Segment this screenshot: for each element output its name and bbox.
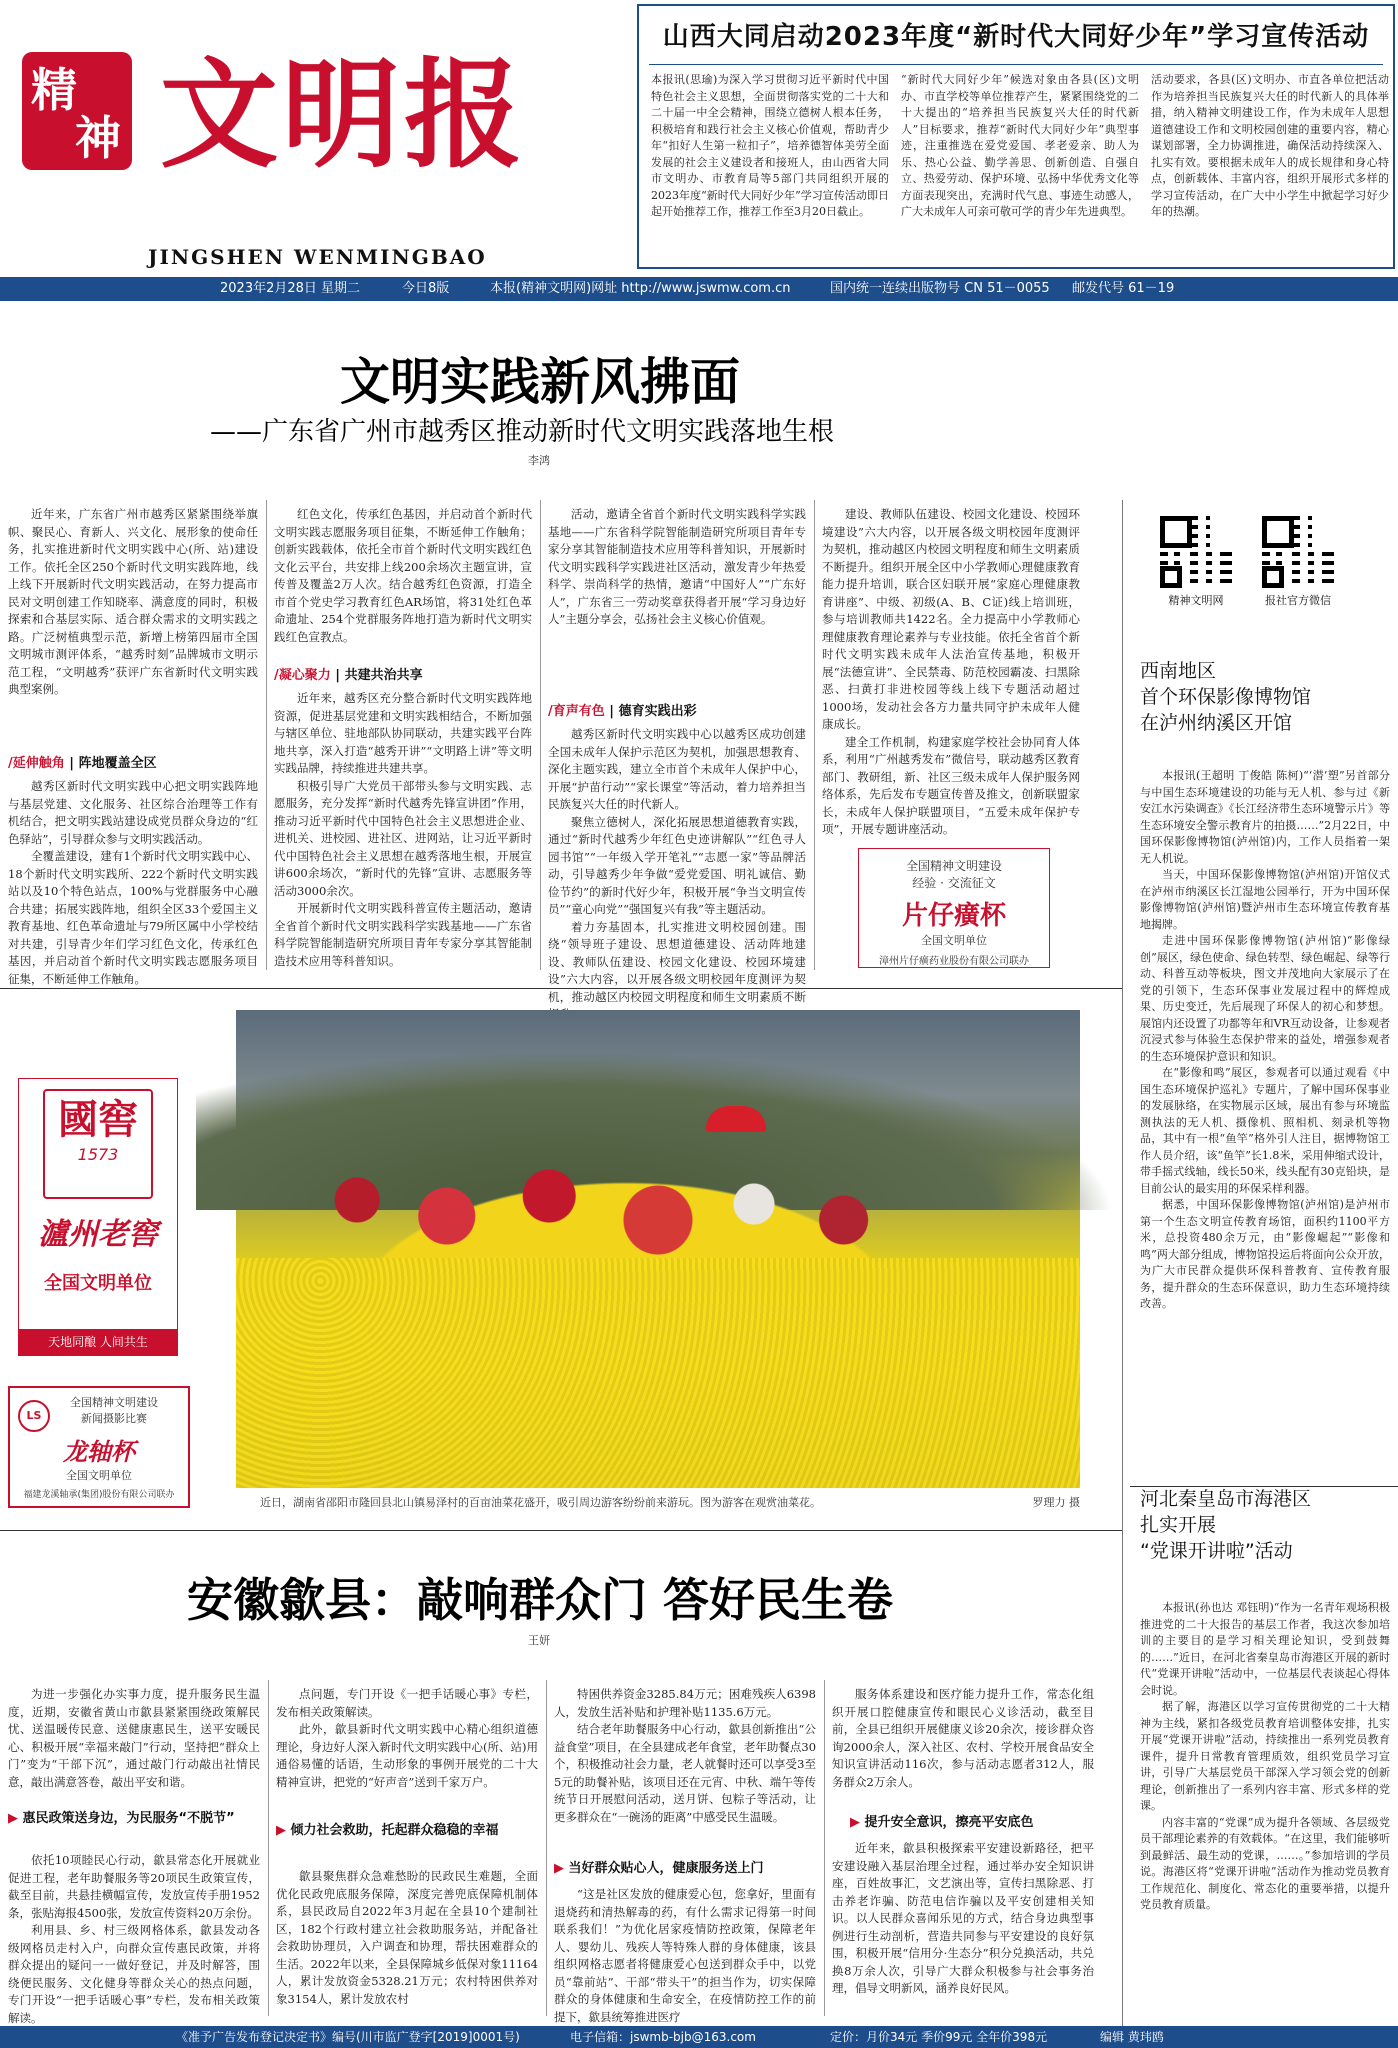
photo-credit: 罗理力 摄 [1032, 1496, 1080, 1509]
side1-title: 西南地区 首个环保影像博物馆 在泸州纳溪区开馆 [1140, 660, 1312, 734]
ad-pianzaihuang[interactable]: 全国精神文明建设 经验 · 交流征文 片仔癀杯 全国文明单位 漳州片仔癀药业股份有限公司联办 [858, 848, 1050, 968]
footer-email[interactable]: 电子信箱：jswmb-bjb@163.com [570, 2030, 756, 2044]
second-title: 安徽歙县：敲响群众门 答好民生卷 [186, 1573, 893, 1627]
issue-date: 2023年2月28日 星期二 [220, 281, 361, 296]
qr-code-wechat[interactable] [1262, 516, 1334, 588]
svg-text:精: 精 [31, 63, 77, 117]
top-story-col-1: 本报讯(思瑜)为深入学习贯彻习近平新时代中国特色社会主义思想，全面贯彻落实党的二十大和二十届一中全会精神，围绕立德树人根本任务，积极培育和践行社会主义核心价值观，帮助青少年“扣好人生第一粒扣子”，培养德智体美劳全面发展的社会主义建设者和接班人，由山西省大同市文明办、市教育局等5部门共同组织开展的2023年度“新时代大同好少年”学习宣传活动即日起开始推荐工作，推荐工作至3月20日截止。 [651, 73, 889, 218]
second-col-1b: 依托10项睦民心行动，歙县常态化开展就业促进工程，老年助餐服务等20项民生政策宣传，截至目前，共悬挂横幅宣传，发放宣传手册1952条，张贴海报4500张，发放宣传资料20万余份。 利用县、乡、村三级网格体系，歙县发动各级网格员走村入户，向群众宣传惠民政策，并将群众提出的疑问一一做好登记，并及时解答，围绕便民服务、文化健身等群众关心的热点问题，专门开设“一把手话暖心事”专栏，发布相关政策解读。 [8, 1853, 260, 2025]
second-subhead-3: ▶ 当好群众贴心人，健康服务送上门 [554, 1861, 764, 1876]
logo-seal-icon [14, 42, 144, 182]
top-story-title: 山西大同启动2023年度“新时代大同好少年”学习宣传活动 [662, 22, 1370, 52]
ad-pianzaihuang-brand: 片仔癀杯 [901, 901, 1006, 931]
lead-col-3b: 越秀区新时代文明实践中心以越秀区成功创建全国未成年人保护示范区为契机，加强思想教育、深化主题实践，建立全市首个未成年人保护中心，开展“护苗行动”“家长课堂”等活动，着力培养担当民族复兴大任的时代新人。 聚焦立德树人，深化拓展思想道德教育实践，通过“新时代越秀少年红色史迹讲解队”“红色寻人园书馆”“一年级入学开笔礼”“志愿一家”等品牌活动，引导越秀少年争做“爱党爱国、明礼诚信、勤俭节约”的新时代好少年，积极开展“争当文明宣传员”“童心向党”“强国复兴有我”等主题活动。 着力夯基固本，扎实推进文明校园创建。围绕“领导班子建设、思想道德建设、活动阵地建设、教师队伍建设、校园文化建设、校园环境建设”六大内容，以开展各级文明校园年度测评为契机，推动越区内校园文明程度和师生文明素质不断 [548, 727, 806, 1004]
masthead-logo-small [14, 42, 144, 182]
side2-title: 河北秦皇岛市海港区 扎实开展 “党课开讲啦”活动 [1140, 1488, 1312, 1562]
masthead-pinyin: JINGSHEN WENMINGBAO [148, 245, 487, 269]
second-col-2b: 歙县聚焦群众急难愁盼的民政民生难题，全面优化民政兜底服务保障，深度完善兜底保障机制体系，县民政局自2022年3月起在全县10个建制社区，182个行政村建立社会救助服务站，并配备社会救助协理员，入户调查和协理，帮扶困难群众的生活。2022年以来，全县保障城乡低保对象11164人，累计发放资金5328.21万元；农村特困供养对象3154人，累计发放农村 [276, 1869, 538, 2006]
second-col-1a: 为进一步强化办实事力度，提升服务民生温度，近期，安徽省黄山市歙县紧紧围绕政策解民忧、送温暖传民意、送健康惠民生，送平安暖民心、积极开展“幸福来敲门”行动，坚持把“群众上门”变为“干部下沉”，通过敲门行动敲出社情民意，敲出满意答卷，敲出平安和谐。 [8, 1687, 260, 1789]
info-bar [0, 277, 1398, 301]
lead-title: 文明实践新风拂面 [340, 353, 740, 411]
guojiao-seal-icon: 國窖 1573 [43, 1089, 153, 1199]
side1-body: 本报讯(王超明 丁俊皓 陈柯)“‘潜’塑”另首部分与中国生态环境建设的功能与无人机、参与过《新安江水污染调查》《长江经济带生态环境警示片》等生态环境安全警示教育片的拍摄……”2月22日，中国环保影像博物馆(泸州馆)内，工作人员指着一架无人机说。 当天，中国环保影像博物馆(泸州馆)开馆仪式在泸州市纳溪区长江湿地公园举行，开为中国环保影像博物馆(泸州馆)暨泸州市生态环境宣传教育基地揭牌。 走进中国环保影像博物馆(泸州馆)“影像绿创”展区，绿色使命、绿色转型、绿色崛起、绿等行动、科普互动等板块，图文并茂地向大家展示了在党的引领下，生态环保事业发展过程中的辉煌成果、历史变迁，先后展现了环保人的初心和梦想。展馆内还设置了功都等年和VR互动设备，让参观者沉浸式参与体验生态保护带来的益处，增强参观者的生态环境保护意识和知识。 在“影像和鸣”展区，参观者可以通过观看《中国生态环境保护巡礼》专题片，了解中国环保事业的发展脉络，在实物展示区域，展出有参与环境监测执法的无人机、摄像机、照相机、刻录机等物品，其中有一根“鱼竿”格外引人注目，据博物馆工作人员介绍，该“鱼竿”长1.8米，采用伸缩式设计，带手摇式线轴，线长50米，线头配有30克铅块，是目前公认的最实用的环保采样利器。 据悉，中国环保影像博物馆(泸州馆)是泸州市第一个生态文明宣传教育场馆，面积约1100平方米，总投资480余万元，由“影像崛起”“影像和鸣”两大部分组成，博物馆投运后将面向公众开放，为广大市民群众提供环保科普教育、宣传教育服务，提升群众的生态环保意识，助力生态环境持续改善。 [1140, 769, 1390, 1310]
ad-guojiao-brand: 瀘州老窖 [38, 1217, 158, 1252]
lead-col-2b: 近年来，越秀区充分整合新时代文明实践阵地资源，促进基层党建和文明实践相结合，不断加强与辖区单位、驻地部队协同联动，共建实践平台阵地共享，深入打造“越秀开讲”“文明路上讲”等文明实践品牌，持续推进共建共享。 积极引导广大党员干部带头参与文明实践、志愿服务，充分发挥“新时代越秀先锋宣讲团”作用，推动习近平新时代中国特色社会主义思想进企业、进机关、进校园、进社区、进网站，让习近平新时代中国特色社会主义思想在越秀落地生根，开展宣讲600余场次，“新时代的先锋”宣讲、志愿服务等活动3000余次。 开展新时代文明实践科普宣传主题活动，邀请全省首个新时代文明实践科学实践基地——广东省科学院智能制造研究所项目青年专家分享其智能制造技术应用等科普知识。 [274, 691, 532, 968]
page-count: 今日8版 [402, 281, 450, 296]
website[interactable]: 本报(精神文明网)网址 http://www.jswmw.com.cn [490, 281, 791, 296]
ad-longzhou[interactable]: LS 全国精神文明建设 新闻摄影比赛 龙轴杯 全国文明单位 福建龙溪轴承(集团)股份有限公司联办 [8, 1386, 190, 1508]
lead-subhead-2: /凝心聚力 | 共建共治共享 [274, 668, 423, 683]
footer-license: 《准予广告发布登记决定书》编号(川市监广登字[2019]0001号) [176, 2030, 520, 2044]
masthead-title: 文明报 [160, 45, 527, 184]
qr-code-website[interactable] [1160, 516, 1232, 588]
qr-label-wechat: 报社官方微信 [1265, 594, 1331, 607]
play-icon: ▶ [850, 1815, 860, 1830]
second-subhead-1: ▶ 惠民政策送身边，为民服务“不脱节” [8, 1811, 235, 1826]
lead-col-3a: 活动，邀请全省首个新时代文明实践科学实践基地——广东省科学院智能制造研究所项目青年专家分享其智能制造技术应用等科普知识，开展新时代文明实践科学实践进社区活动，激发青少年热爱科学、崇尚科学的热情，邀请“中国好人”“广东好人”，广东省三一劳动奖章获得者开展“学习身边好人”主题分享会，弘扬社会主义核心价值观。 [548, 507, 806, 626]
second-col-3a: 特困供养资金3285.84万元；困难残疾人6398人，发放生活补贴和护理补贴1135.6万元。 结合老年助餐服务中心行动，歙县创新推出“公益食堂”项目，在全县建成老年食堂，老年助餐点30个，积极推动社会力量，老人就餐时还可以享受3至5元的助餐补贴，该项目还在元宵、中秋、端午等传统节日开展慰问活动，送月饼、包粽子等活动，让更多群众在“一碗汤的距离”中感受民生温暖。 [554, 1687, 817, 1824]
lead-subtitle: ——广东省广州市越秀区推动新时代文明实践落地生根 [210, 417, 835, 447]
lead-col-1b: 越秀区新时代文明实践中心把文明实践阵地与基层党建、文化服务、社区综合治理等工作有机结合，把文明实践站建设成党员群众身边的“红色驿站”，引导群众参与文明实践活动。 全覆盖建设，建有1个新时代文明实践中心、18个新时代文明实践所、222个新时代文明实践站以及10个特色站点，100%与党群服务中心融合共建；拓展实践阵地，组织全区33个爱国主义教育基地、红色革命遗址与79所区属中小学校结对共建，引导青少年们学习红色文化，传承红色基因，并启动首个新时代文明实践志愿服务项目征集，不断延伸工作触角。 [8, 779, 258, 986]
second-col-4a: 服务体系建设和医疗能力提升工作，常态化组织开展口腔健康宣传和眼民心义诊活动，截至目前，全县已组织开展健康义诊20余次，接诊群众咨询2000余人，深入社区、农村、学校开展食品安全知识宣讲活动116次，参与活动志愿者312人，服务群众2万余人。 [832, 1687, 1094, 1789]
play-icon: ▶ [8, 1811, 18, 1826]
second-col-4b: 近年来，歙县积极探索平安建设新路径，把平安建设融入基层治理全过程，通过举办安全知识讲座，百姓故事汇，文艺演出等，宣传扫黑除恶、打击养老诈骗、防范电信诈骗以及平安创建相关知识。以人民群众喜闻乐见的方式，结合身边典型事例进行生动剖析，营造共同参与平安建设的良好氛围，积极开展“信用分·生态分”积分兑换活动，共兑换8万余人次，引导广大群众积极参与社会事务治理，倡导文明新风，涵养良好民风。 [832, 1841, 1094, 1995]
longzhou-logo-icon: LS [18, 1400, 50, 1432]
postal-code: 邮发代号 61－19 [1072, 281, 1175, 296]
second-author: 王妍 [528, 1634, 550, 1647]
ad-longzhou-brand: 龙轴杯 [63, 1437, 135, 1466]
second-col-2a: 点问题，专门开设《一把手话暖心事》专栏，发布相关政策解读。 此外，歙县新时代文明实践中心精心组织道德理论，身边好人深入新时代文明实践中心(所、站)用通俗易懂的话语，生动形象的事例开展党的二十大精神宣讲，把党的“好声音”送到千家万户。 [276, 1687, 538, 1789]
footer-bar [0, 2026, 1398, 2048]
second-col-3b: “这是社区发放的健康爱心包，您拿好，里面有退烧药和清热解毒的药，有什么需求记得第一时间联系我们！”为优化居家疫情防控政策，保障老年人、婴幼儿、残疾人等特殊人群的身体健康，该县组织网格志愿者将健康爱心包送到群众手中，以党员“靠前站”、干部“带头干”的担当作为，切实保障群众的身体健康和生命安全，在疫情防控工作的前提下，歙县统筹推进医疗 [554, 1887, 816, 2024]
rapeseed-photo [236, 1010, 1080, 1488]
top-story-col-3: 活动要求，各县(区)文明办、市直各单位把活动作为培养担当民族复兴大任的时代新人的具体举措，纳入精神文明建设工作，作为未成年人思想道德建设工作和文明校园创建的重要内容，精心谋划部署，全力协调推进，确保活动持续深入、扎实有效。要根据未成年人的成长规律和身心特点，创新载体、丰富内容，组织开展形式多样的学习宣传活动，在广大中小学生中掀起学习好少年的热潮。 [1151, 73, 1389, 218]
side2-body: 本报讯(孙也达 邓钰明)“作为一名青年观场积极推进党的二十大报告的基层工作者，我这次参加培训的主要目的是学习相关理论知识，受到鼓舞的……”近日，在河北省秦皇岛市海港区开展的新时代“党课开讲啦”活动中，一位基层代表谈起心得体会时说。 据了解，海港区以学习宣传贯彻党的二十大精神为主线，紧扣各级党员教育培训整体安排，扎实开展“党课开讲啦”活动，持续推出一系列党员教育课件，提升日常教育管理质效，组织党员学习宣讲，引导广大基层党员干部深入学习领会党的创新理论，创新推出了一系列内容丰富、形式多样的党课。 内容丰富的“党课”成为提升各领域、各层级党员干部理论素养的有效载体。“在这里，我们能够听到最鲜活、最生动的党课，……。”参加培训的学员说。海港区将“党课开讲啦”活动作为推动党员教育工作规范化、制度化、常态化的重要举措，以提升党员教育质量。 [1140, 1601, 1390, 1911]
top-story-box [637, 4, 1395, 269]
lead-subhead-1: /延伸触角 | 阵地覆盖全区 [8, 756, 157, 771]
lead-col-1: 近年来，广东省广州市越秀区紧紧围绕举旗帜、聚民心、育新人、兴文化、展形象的使命任务，扎实推进新时代文明实践中心(所、站)建设工作。依托全区250个新时代文明实践阵地，线上线下开展新时代文明实践活动，在努力提高市民对文明创建工作知晓率、满意度的同时，积极探索和合基层实际、适合群众需求的文明实践之路。广泛树植典型示范，新增上榜第四届市全国文明城市测评体系，“越秀时刻”品牌城市文明示范工程，“文明越秀”获评广东省新时代文明实践典型案例。 [8, 507, 258, 696]
lead-subhead-3: /育声有色 | 德育实践出彩 [548, 704, 697, 719]
footer-price: 定价：月价34元 季价99元 全年价398元 [830, 2030, 1048, 2044]
play-icon: ▶ [276, 1823, 286, 1838]
lead-col-2a: 红色文化，传承红色基因，并启动首个新时代文明实践志愿服务项目征集，不断延伸工作触角；创新实践载体，依托全市首个新时代文明实践红色文化云平台，共安排上线200余场次主题宣讲，宣传普及覆盖2万人次。结合越秀红色资源，打造全市首个党史学习教育红色AR场馆，将31处红色革命遗址、254个党群服务阵地打造为新时代文明实践红色宣教点。 [274, 507, 532, 644]
svg-text:神: 神 [75, 111, 121, 165]
issn: 国内统一连续出版物号 CN 51－0055 [830, 281, 1050, 296]
play-icon: ▶ [554, 1861, 564, 1876]
top-story-col-2: “新时代大同好少年”候选对象由各县(区)文明办、市直学校等单位推荐产生，紧紧围绕党的二十大提出的“培养担当民族复兴大任的时代新人”目标要求，推荐“新时代大同好少年”典型事迹，注重推选在爱党爱国、孝老爱亲、助人为乐、热心公益、勤学善思、创新创造、自强自立、热爱劳动、保护环境、弘扬中华优秀文化等方面表现突出，充满时代气息、事迹生动感人，广大未成年人可亲可敬可学的青少年先进典型。 [901, 73, 1139, 218]
qr-label-website: 精神文明网 [1168, 594, 1224, 607]
photo-caption: 近日，湖南省邵阳市隆回县北山镇易泽村的百亩油菜花盛开，吸引周边游客纷纷前来游玩。图为游客在观赏油菜花。 罗理力 摄 [260, 1496, 1080, 1509]
second-subhead-2: ▶ 倾力社会救助，托起群众稳稳的幸福 [276, 1823, 499, 1838]
lead-col-4: 建设、教师队伍建设、校园文化建设、校园环境建设”六大内容，以开展各级文明校园年度测评为契机，推动越区内校园文明程度和师生文明素质不断提升。组织开展全区中小学教师心理健康教育能力提升培训，联合区妇联开展“家庭心理健康教育讲座”、中级、初级(A、B、C证)线上培训班，参与培训教师共1422名。全力提高中小学教师心理健康教育理论素养与专业技能。依托全省首个新时代文明实践未成年人法治宣传基地，积极开展“法德宣讲”、全民禁毒、防范校园霸凌、扫黑除恶、扫黄打非进校园等线上线下专题活动超过1000场，发动社会各方力量共同守护未成年人健康成长。 建全工作机制，构建家庭学校社会协同育人体系，利用“广州越秀发布”微信号，联动越秀区教育部门、教研组，新、社区三级未成年人保护服务网络体系，先后发布专题宣传普及推文，创新联盟家长，未成年人保护联盟项目，“五爱未成年保护专项”，开展专题讲座活动。 [822, 507, 1080, 836]
ad-guojiao[interactable]: 國窖 1573 瀘州老窖 全国文明单位 天地同酿 人间共生 [18, 1078, 178, 1356]
lead-author: 李鸿 [528, 454, 550, 467]
footer-editor: 编辑 黄玮鸥 [1100, 2030, 1164, 2044]
second-subhead-4: ▶ 提升安全意识，擦亮平安底色 [850, 1815, 1034, 1830]
